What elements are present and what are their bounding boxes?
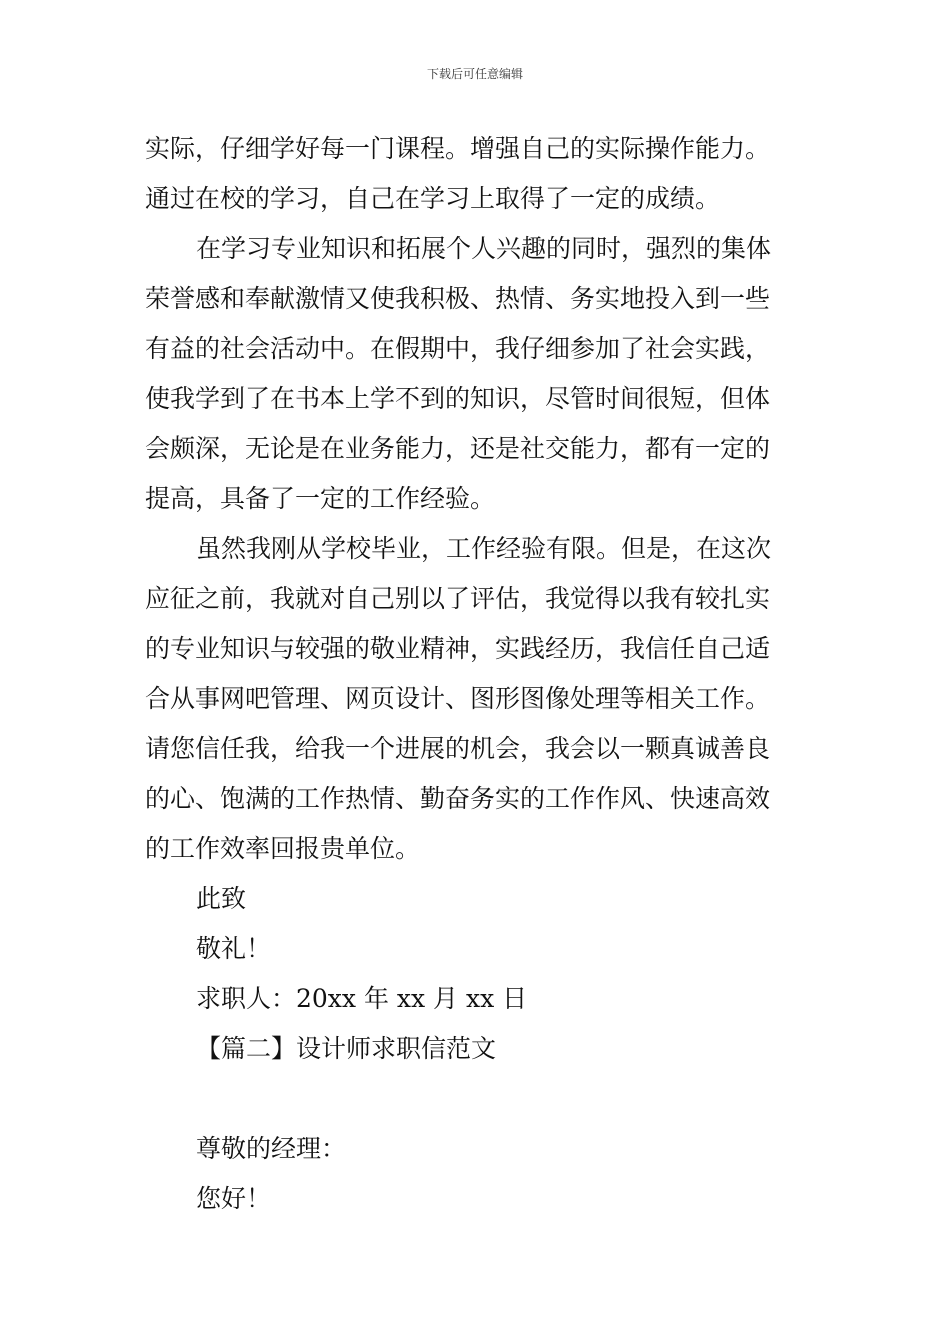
letter-body	[145, 124, 807, 1224]
text-line: 会颇深，无论是在业务能力，还是社交能力，都有一定的	[145, 434, 771, 463]
closing-regards: 敬礼！	[196, 934, 272, 963]
letter-greeting: 尊敬的经理：	[196, 1134, 347, 1163]
closing-salutation: 此致	[196, 884, 247, 913]
signature-line: 求职人：20xx 年 xx 月 xx 日	[196, 984, 528, 1013]
paragraph	[145, 124, 807, 224]
text-line: 应征之前，我就对自己别以了评估，我觉得以我有较扎实	[145, 584, 771, 613]
paragraph	[145, 224, 807, 524]
text-line: 的工作效率回报贵单位。	[145, 834, 421, 863]
text-line: 合从事网吧管理、网页设计、图形图像处理等相关工作。	[145, 684, 771, 713]
text-line: 在学习专业知识和拓展个人兴趣的同时，强烈的集体	[196, 234, 772, 263]
text-line: 虽然我刚从学校毕业，工作经验有限。但是，在这次	[196, 534, 772, 563]
text-line: 请您信任我，给我一个进展的机会，我会以一颗真诚善良	[145, 734, 771, 763]
text-line: 荣誉感和奉献激情又使我积极、热情、务实地投入到一些	[145, 284, 771, 313]
text-line: 的专业知识与较强的敬业精神，实践经历，我信任自己适	[145, 634, 771, 663]
paragraph	[145, 524, 807, 874]
text-line: 实际，仔细学好每一门课程。增强自己的实际操作能力。	[145, 134, 771, 163]
blank-line	[145, 1074, 807, 1124]
text-line: 通过在校的学习，自己在学习上取得了一定的成绩。	[145, 184, 721, 213]
text-line: 使我学到了在书本上学不到的知识，尽管时间很短，但体	[145, 384, 771, 413]
letter-hello: 您好！	[196, 1184, 272, 1213]
section-title: 【篇二】设计师求职信范文	[196, 1034, 497, 1063]
text-line: 有益的社会活动中。在假期中，我仔细参加了社会实践，	[145, 334, 771, 363]
text-line: 提高，具备了一定的工作经验。	[145, 484, 496, 513]
page-header: 下载后可任意编辑	[426, 67, 523, 81]
text-line: 的心、饱满的工作热情、勤奋务实的工作作风、快速高效	[145, 784, 771, 813]
